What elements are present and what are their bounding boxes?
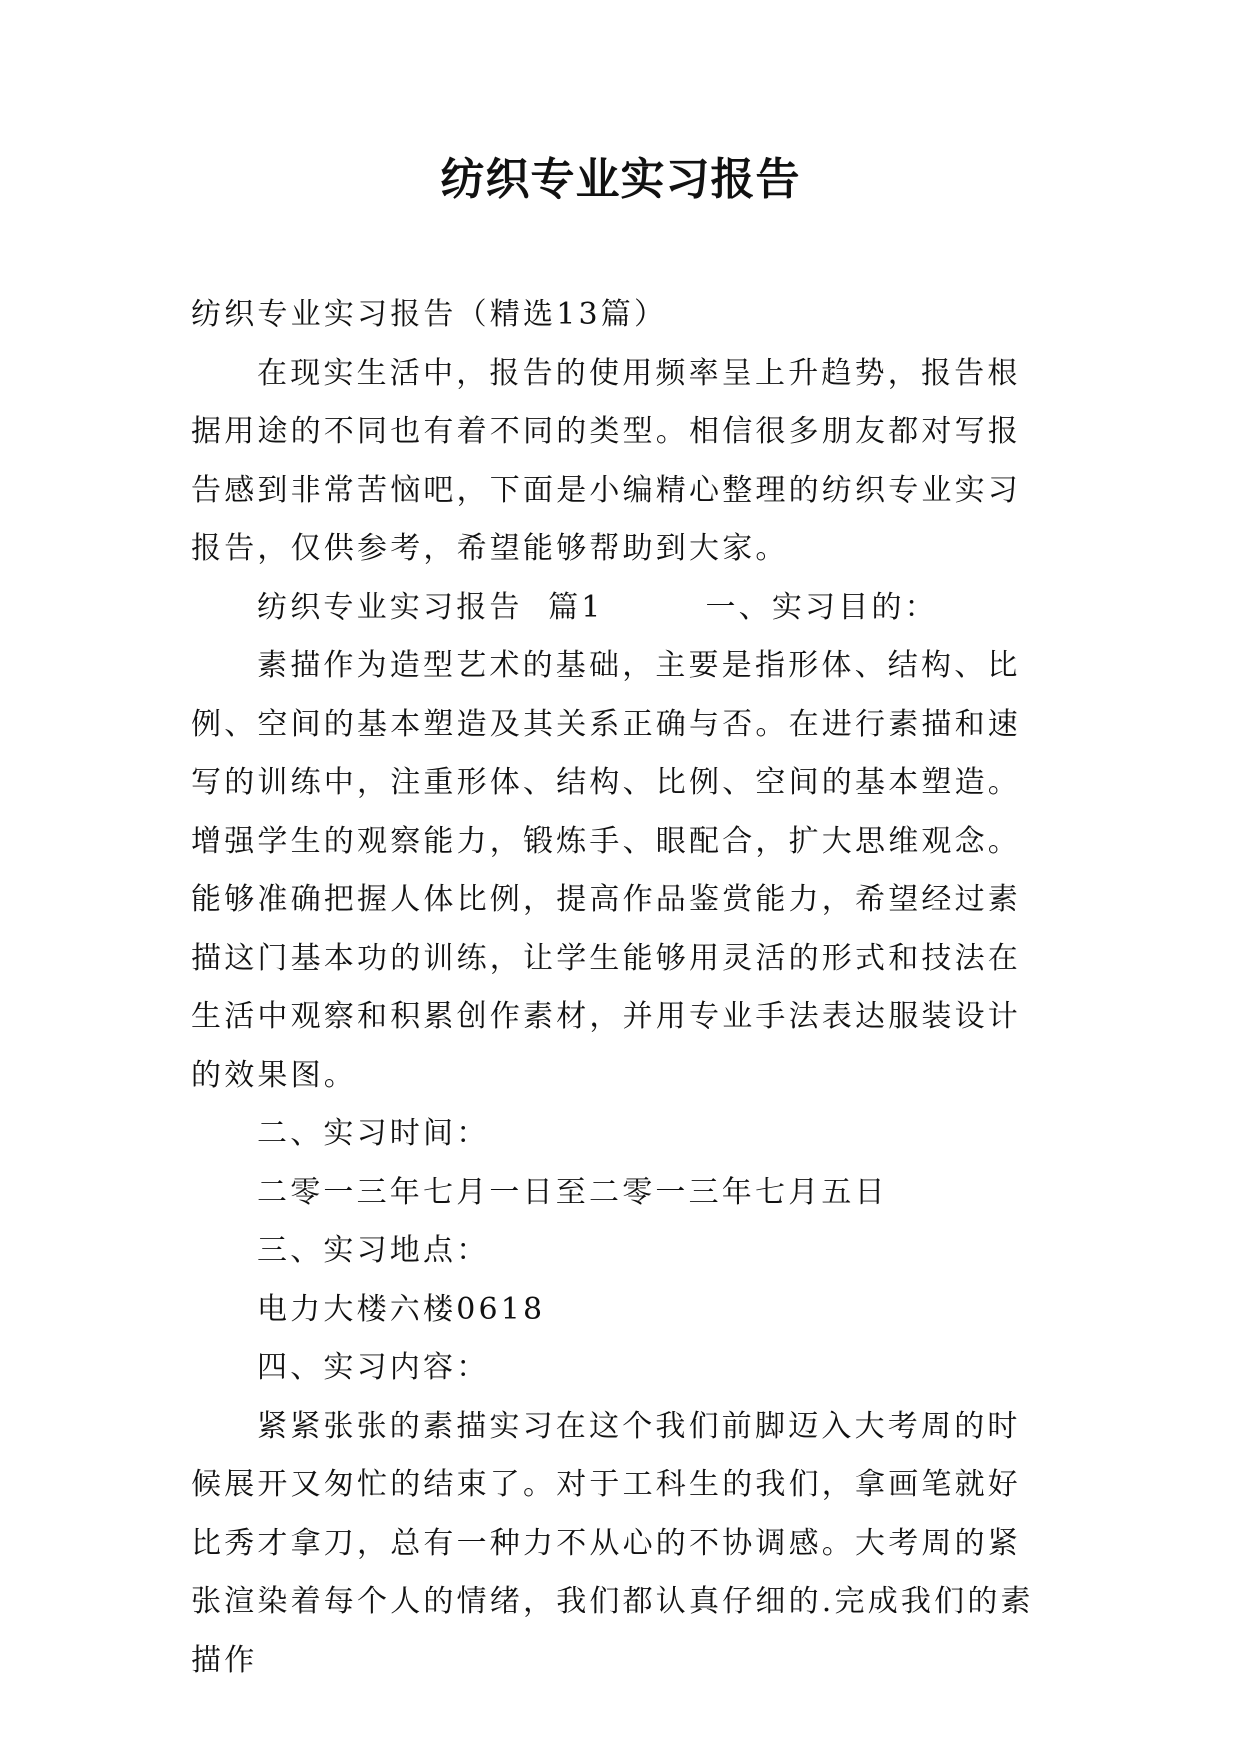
purpose-paragraph: 素描作为造型艺术的基础，主要是指形体、结构、比例、空间的基本塑造及其关系正确与否。在进行素描和速写的训练中，注重形体、结构、比例、空间的基本塑造。增强学生的观察能力，锻炼手、眼配合，扩大思维观念。能够准确把握人体比例，提高作品鉴赏能力，希望经过素描这门基本功的训练，让学生能够用灵活的形式和技法在生活中观察和积累创作素材，并用专业手法表达服装设计的效果图。 — [191, 648, 1021, 1093]
section-heading-time: 二、实习时间： — [257, 1116, 490, 1151]
content-paragraph: 紧紧张张的素描实习在这个我们前脚迈入大考周的时候展开又匆忙的结束了。对于工科生的我们，拿画笔就好比秀才拿刀，总有一种力不从心的不协调感。大考周的紧张渲染着每个人的情绪，我们都认真仔细的.完成我们的素描作 — [191, 1408, 1034, 1678]
section-heading-purpose: 纺织专业实习报告 篇1 一、实习目的： — [257, 589, 938, 625]
intro-paragraph: 在现实生活中，报告的使用频率呈上升趋势，报告根据用途的不同也有着不同的类型。相信很多朋友都对写报告感到非常苦恼吧，下面是小编精心整理的纺织专业实习报告，仅供参考，希望能够帮助到大家。 — [191, 355, 1021, 566]
section-heading-location: 三、实习地点： — [257, 1233, 490, 1268]
subtitle-line: 纺织专业实习报告（精选13篇） — [191, 297, 668, 332]
time-paragraph: 二零一三年七月一日至二零一三年七月五日 — [257, 1174, 888, 1210]
section-heading-content: 四、实习内容： — [257, 1350, 490, 1385]
document-body — [191, 286, 1051, 1690]
document-title: 纺织专业实习报告 — [440, 154, 801, 205]
location-paragraph: 电力大楼六楼0618 — [257, 1291, 546, 1327]
